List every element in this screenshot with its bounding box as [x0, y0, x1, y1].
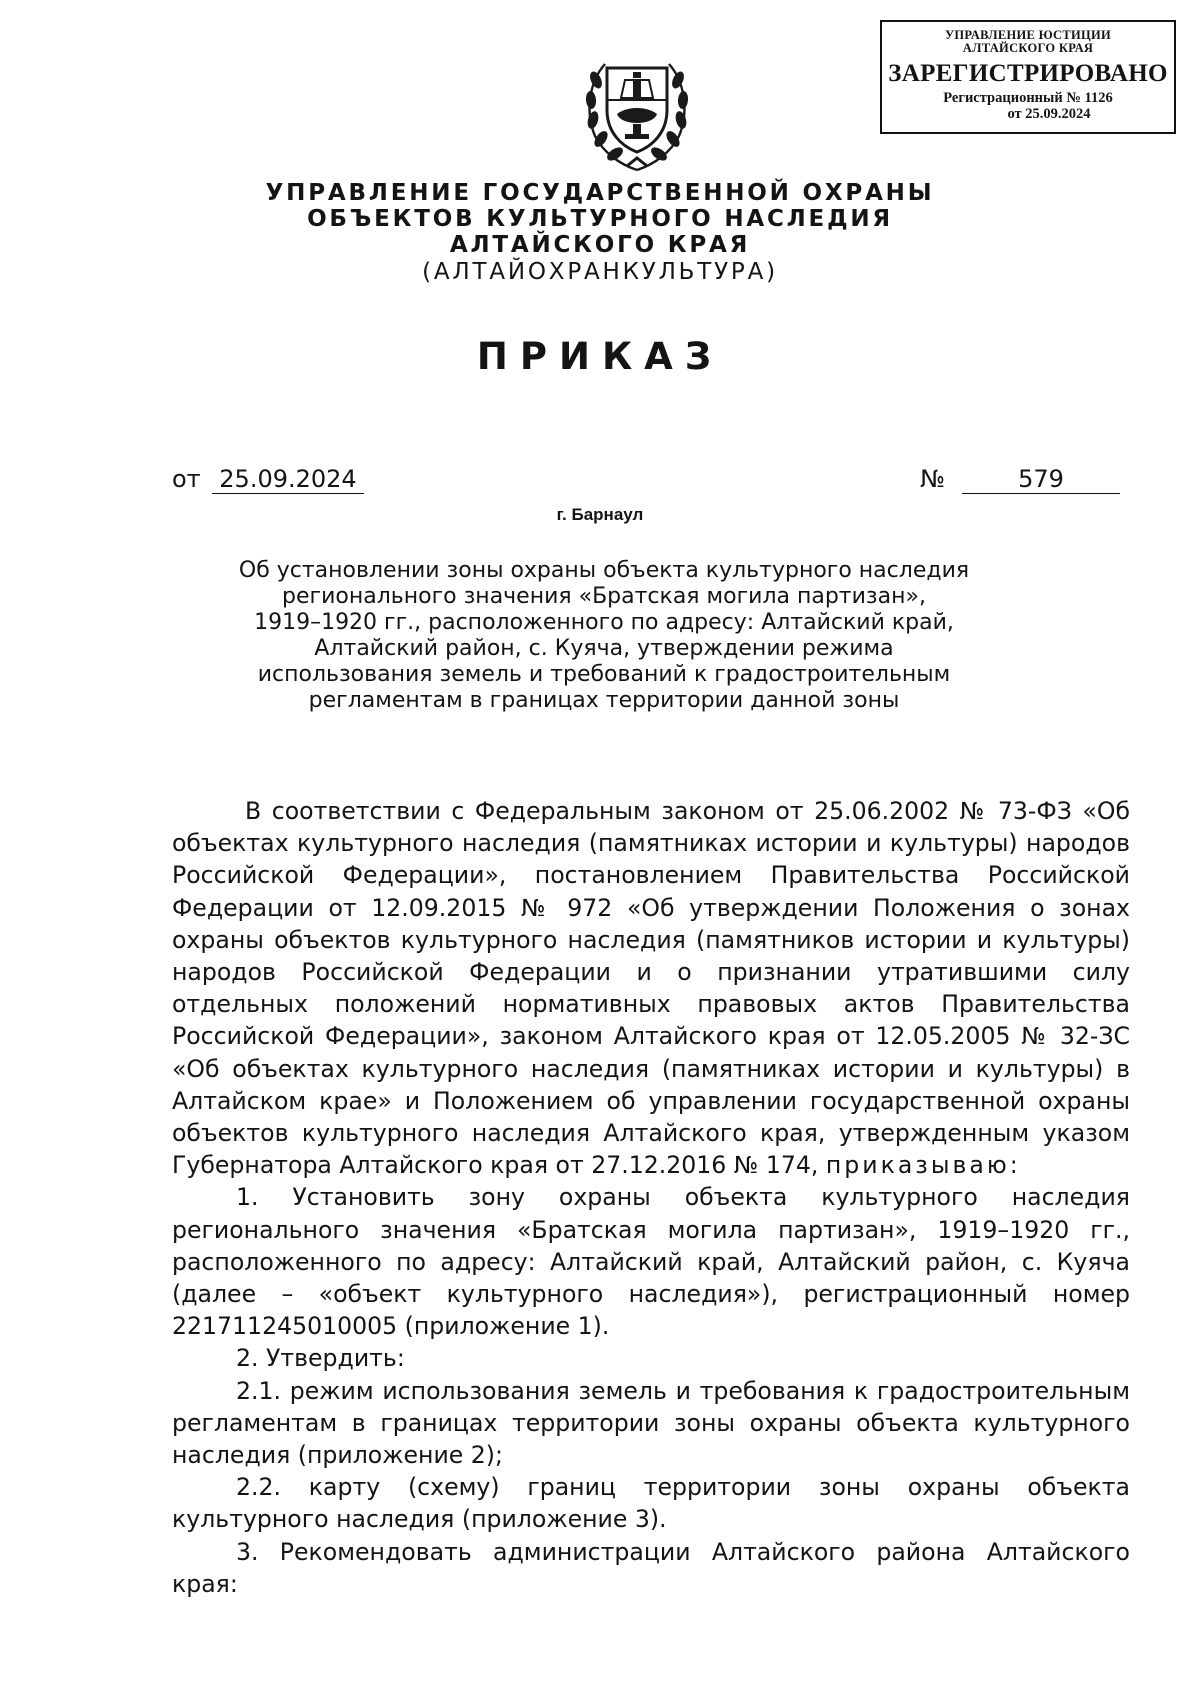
order-date-prefix: от — [172, 465, 201, 493]
stamp-reg-date: от 25.09.2024 — [1007, 106, 1091, 122]
document-type-title: ПРИКАЗ — [476, 335, 724, 378]
org-name-line-2: ОБЪЕКТОВ КУЛЬТУРНОГО НАСЛЕДИЯ — [307, 206, 893, 232]
subject-line: Алтайский район, с. Куяча, утверждении режима — [314, 636, 894, 661]
stamp-reg-number: Регистрационный № 1126 — [943, 90, 1113, 106]
altai-krai-coat-of-arms-icon — [583, 48, 691, 176]
subject-line: регламентам в границах территории данной зоны — [308, 688, 900, 713]
preamble-text: В соответствии с Федеральным законом от 25.06.2002 № 73-ФЗ «Об объектах культурного наследия (памятниках истории и культуры) народов Российской Федерации», постановлением Правительства Российской Федерации от 12.09.2015 № 972 «Об утверждении Положения о зонах охраны объектов культурного наследия (памятников истории и культуры) народов Российской Федерации и о признании утратившими силу отдельных положений нормативных правовых актов Правительства Российской Федерации», законом Алтайского края от 12.05.2005 № 32-ЗС «Об объектах культурного наследия (памятниках истории и культуры) в Алтайском крае» и Положением об управлении государственной охраны объектов культурного наследия Алтайского края, утвержденным указом Губернатора Алтайского края от 27.12.2016 № 174, — [172, 797, 1130, 1180]
registration-stamp — [880, 20, 1176, 134]
order-city: г. Барнаул — [556, 505, 644, 524]
stamp-org-line: АЛТАЙСКОГО КРАЯ — [962, 41, 1094, 55]
stamp-org-line: УПРАВЛЕНИЕ ЮСТИЦИИ — [944, 28, 1112, 42]
order-number: 579 — [962, 465, 1120, 494]
org-name-line-1: УПРАВЛЕНИЕ ГОСУДАРСТВЕННОЙ ОХРАНЫ — [265, 180, 935, 206]
order-number-prefix: № — [920, 465, 945, 493]
subject-line: 1919–1920 гг., расположенного по адресу: Алтайский край, — [254, 610, 954, 635]
org-name-line-3: АЛТАЙСКОГО КРАЯ — [449, 232, 751, 258]
order-item: 1. Установить зону охраны объекта культурного наследия регионального значения «Братская могила партизан», 1919–1920 гг., расположенного по адресу: Алтайский край, Алтайский район, с. Куяча (далее – «объект культурного наследия»), регистрационный номер 221711245010005 (приложение 1). — [172, 1183, 1130, 1341]
order-body — [172, 795, 1130, 1600]
subject-line: регионального значения «Братская могила партизан», — [282, 584, 926, 609]
order-item: 2. Утвердить: — [236, 1344, 405, 1373]
subject-line: использования земель и требований к градостроительным — [257, 662, 951, 687]
org-short-name: (АЛТАЙОХРАНКУЛЬТУРА) — [422, 259, 778, 285]
order-date: 25.09.2024 — [212, 465, 364, 494]
stamp-status: ЗАРЕГИСТРИРОВАНО — [888, 60, 1168, 87]
preamble-paragraph — [172, 795, 1130, 1181]
stamp-organization — [882, 29, 1174, 55]
order-item: 2.2. карту (схему) границ территории зоны охраны объекта культурного наследия (приложение 3). — [172, 1473, 1130, 1534]
order-subject — [200, 558, 1008, 714]
stamp-registration — [882, 90, 1174, 122]
subject-line: Об установлении зоны охраны объекта культурного наследия — [238, 558, 970, 583]
order-word: приказываю: — [825, 1151, 1021, 1180]
order-item: 3. Рекомендовать администрации Алтайского района Алтайского края: — [172, 1537, 1130, 1598]
order-item: 2.1. режим использования земель и требования к градостроительным регламентам в границах территории зоны охраны объекта культурного наследия (приложение 2); — [172, 1376, 1130, 1470]
